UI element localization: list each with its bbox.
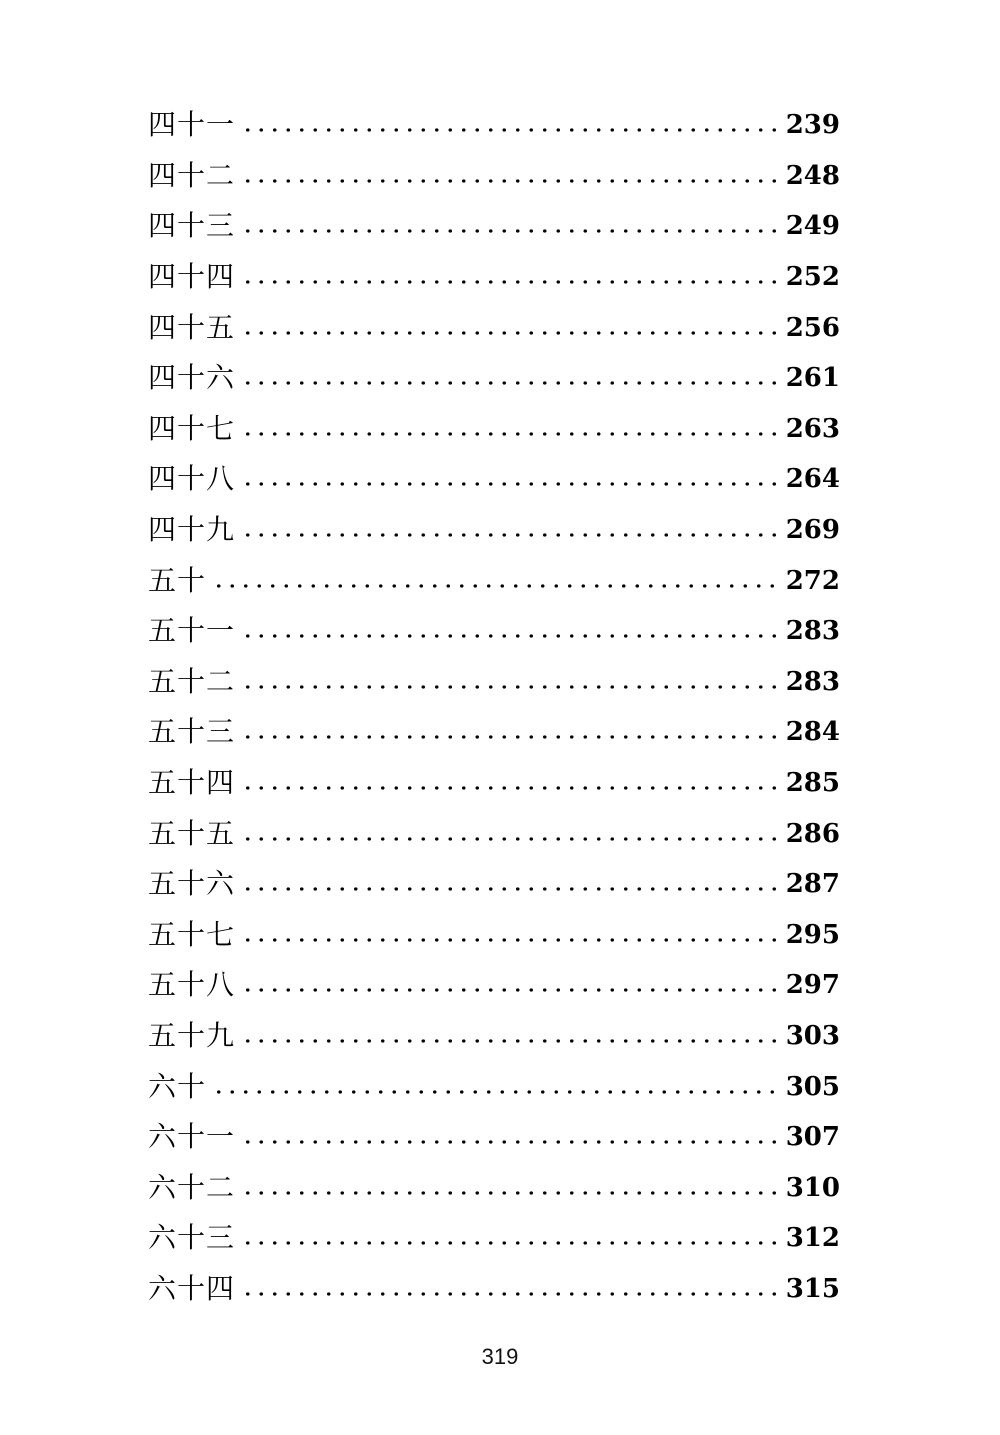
toc-entry[interactable] (148, 808, 840, 859)
toc-entry-page: 284 (785, 717, 840, 748)
toc-entry[interactable] (148, 1162, 840, 1213)
toc-entry[interactable] (148, 353, 840, 404)
toc-entry[interactable] (148, 1061, 840, 1112)
toc-entry[interactable] (148, 657, 840, 708)
toc-entry-title: 五十三 (148, 715, 236, 749)
toc-entry[interactable] (148, 606, 840, 657)
toc-entry[interactable] (148, 302, 840, 353)
toc-entry-page: 249 (785, 211, 840, 242)
toc-entry-page: 305 (785, 1071, 840, 1102)
toc-entry[interactable] (148, 454, 840, 505)
toc-entry-page: 297 (785, 970, 840, 1001)
dot-leader (241, 987, 780, 993)
toc-entry-page: 286 (785, 818, 840, 849)
page-number: 319 (481, 1344, 519, 1369)
toc-entry[interactable] (148, 151, 840, 202)
toc-entry-title: 六十 (148, 1069, 207, 1103)
toc-entry-title: 五十七 (148, 917, 236, 951)
toc-entry[interactable] (148, 707, 840, 758)
toc-entry-title: 六十二 (148, 1170, 236, 1204)
toc-entry-page: 310 (785, 1172, 840, 1203)
toc-entry-page: 252 (785, 262, 840, 293)
dot-leader (241, 1139, 780, 1145)
dot-leader (241, 684, 780, 690)
toc-entry-title: 四十四 (148, 260, 236, 294)
toc-entry[interactable] (148, 555, 840, 606)
toc-entry[interactable] (148, 505, 840, 556)
toc-entry-page: 263 (785, 413, 840, 444)
toc-entry[interactable] (148, 758, 840, 809)
toc-entry-title: 四十六 (148, 361, 236, 395)
toc-entry-page: 295 (785, 919, 840, 950)
dot-leader (241, 481, 780, 487)
dot-leader (241, 228, 780, 234)
dot-leader (241, 127, 780, 133)
dot-leader (241, 330, 780, 336)
toc-entry[interactable] (148, 960, 840, 1011)
toc-entry-title: 四十二 (148, 158, 236, 192)
dot-leader (241, 734, 780, 740)
toc-entry-title: 六十一 (148, 1120, 236, 1154)
toc-entry-page: 307 (785, 1122, 840, 1153)
toc-entry-page: 283 (785, 616, 840, 647)
toc-entry-title: 五十九 (148, 1018, 236, 1052)
dot-leader (241, 279, 780, 285)
toc-entry-page: 256 (785, 312, 840, 343)
toc-entry-title: 五十 (148, 563, 207, 597)
dot-leader (241, 1038, 780, 1044)
toc-entry-title: 五十四 (148, 766, 236, 800)
toc-entry-title: 四十七 (148, 411, 236, 445)
toc-entry-title: 五十五 (148, 816, 236, 850)
toc-entry-page: 312 (785, 1223, 840, 1254)
dot-leader (241, 1240, 780, 1246)
dot-leader (241, 785, 780, 791)
toc-entry-page: 264 (785, 464, 840, 495)
table-of-contents (148, 100, 840, 1314)
toc-entry-title: 四十八 (148, 462, 236, 496)
toc-entry-title: 五十二 (148, 664, 236, 698)
dot-leader (241, 380, 780, 386)
dot-leader (241, 836, 780, 842)
dot-leader (241, 633, 780, 639)
toc-entry-page: 261 (785, 363, 840, 394)
toc-entry[interactable] (148, 100, 840, 151)
toc-entry[interactable] (148, 1112, 840, 1163)
dot-leader (241, 1291, 780, 1297)
toc-entry-title: 四十一 (148, 108, 236, 142)
toc-entry-title: 六十三 (148, 1221, 236, 1255)
dot-leader (241, 1190, 780, 1196)
toc-entry-page: 269 (785, 515, 840, 546)
toc-entry-page: 283 (785, 666, 840, 697)
toc-entry[interactable] (148, 252, 840, 303)
toc-entry-page: 239 (785, 110, 840, 141)
toc-entry-title: 四十三 (148, 209, 236, 243)
toc-entry-page: 248 (785, 160, 840, 191)
toc-entry-page: 285 (785, 768, 840, 799)
dot-leader (241, 431, 780, 437)
toc-entry[interactable] (148, 404, 840, 455)
toc-entry-title: 六十四 (148, 1271, 236, 1305)
dot-leader (241, 886, 780, 892)
dot-leader (241, 178, 780, 184)
toc-entry-page: 287 (785, 869, 840, 900)
toc-entry-page: 315 (785, 1273, 840, 1304)
toc-entry-title: 五十六 (148, 867, 236, 901)
toc-entry-title: 四十五 (148, 310, 236, 344)
dot-leader (241, 937, 780, 943)
toc-entry-page: 272 (785, 565, 840, 596)
toc-entry[interactable] (148, 1264, 840, 1315)
toc-entry-title: 五十八 (148, 968, 236, 1002)
toc-entry[interactable] (148, 859, 840, 910)
dot-leader (212, 583, 780, 589)
dot-leader (241, 532, 780, 538)
toc-entry[interactable] (148, 201, 840, 252)
toc-entry-title: 五十一 (148, 614, 236, 648)
toc-entry[interactable] (148, 910, 840, 961)
toc-entry-title: 四十九 (148, 513, 236, 547)
toc-entry[interactable] (148, 1213, 840, 1264)
toc-entry[interactable] (148, 1011, 840, 1062)
dot-leader (212, 1089, 780, 1095)
toc-entry-page: 303 (785, 1020, 840, 1051)
